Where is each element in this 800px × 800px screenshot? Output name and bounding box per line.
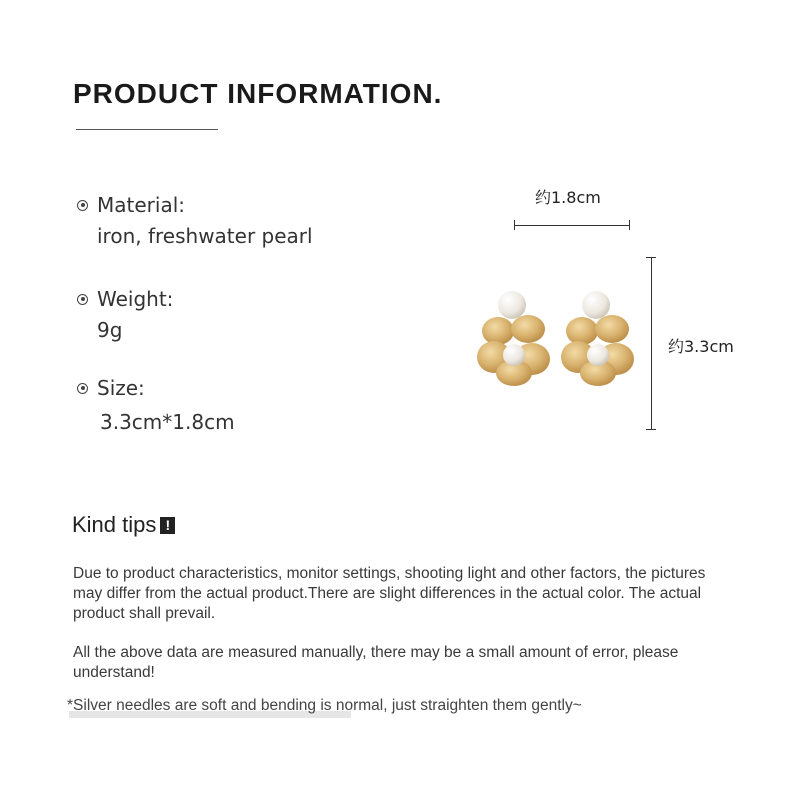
- bullet-icon: [77, 200, 88, 211]
- height-tick-bottom: [646, 429, 656, 430]
- spec-size: [77, 376, 235, 434]
- bullet-icon: [77, 294, 88, 305]
- height-tick-top: [646, 257, 656, 258]
- page-title: PRODUCT INFORMATION.: [73, 78, 443, 109]
- tips-paragraph-2: All the above data are measured manually, there may be a small amount of error, please understand!: [73, 644, 679, 681]
- size-value: 3.3cm*1.8cm: [100, 410, 235, 434]
- earring-left: [477, 291, 550, 386]
- material-value: iron, freshwater pearl: [97, 224, 313, 248]
- tips-paragraph-1: Due to product characteristics, monitor settings, shooting light and other factors, the pictures may differ from the actual product.There are slight differences in the actual color. The actual product shall prevail.: [73, 565, 706, 622]
- silver-needle-note: *Silver needles are soft and bending is normal, just straighten them gently~: [67, 697, 582, 714]
- earring-right: [561, 291, 634, 386]
- width-tick-right: [629, 220, 630, 230]
- kind-tips-heading: [72, 512, 175, 538]
- width-dimension-line: [515, 225, 630, 226]
- weight-label: Weight:: [97, 287, 174, 311]
- size-label: Size:: [97, 376, 145, 400]
- weight-value: 9g: [97, 318, 123, 342]
- earrings-image: [470, 285, 640, 395]
- height-dimension-line: [651, 257, 652, 429]
- width-tick-left: [514, 220, 515, 230]
- bullet-icon: [77, 383, 88, 394]
- exclamation-icon: !: [160, 517, 175, 534]
- kind-tips-label: Kind tips: [72, 512, 157, 537]
- height-dimension-label: 约3.3cm: [668, 337, 734, 356]
- material-label: Material:: [97, 193, 185, 217]
- width-dimension-label: 约1.8cm: [535, 188, 601, 207]
- title-underline: [76, 129, 218, 130]
- spec-weight: [77, 287, 173, 342]
- spec-material: [77, 193, 313, 248]
